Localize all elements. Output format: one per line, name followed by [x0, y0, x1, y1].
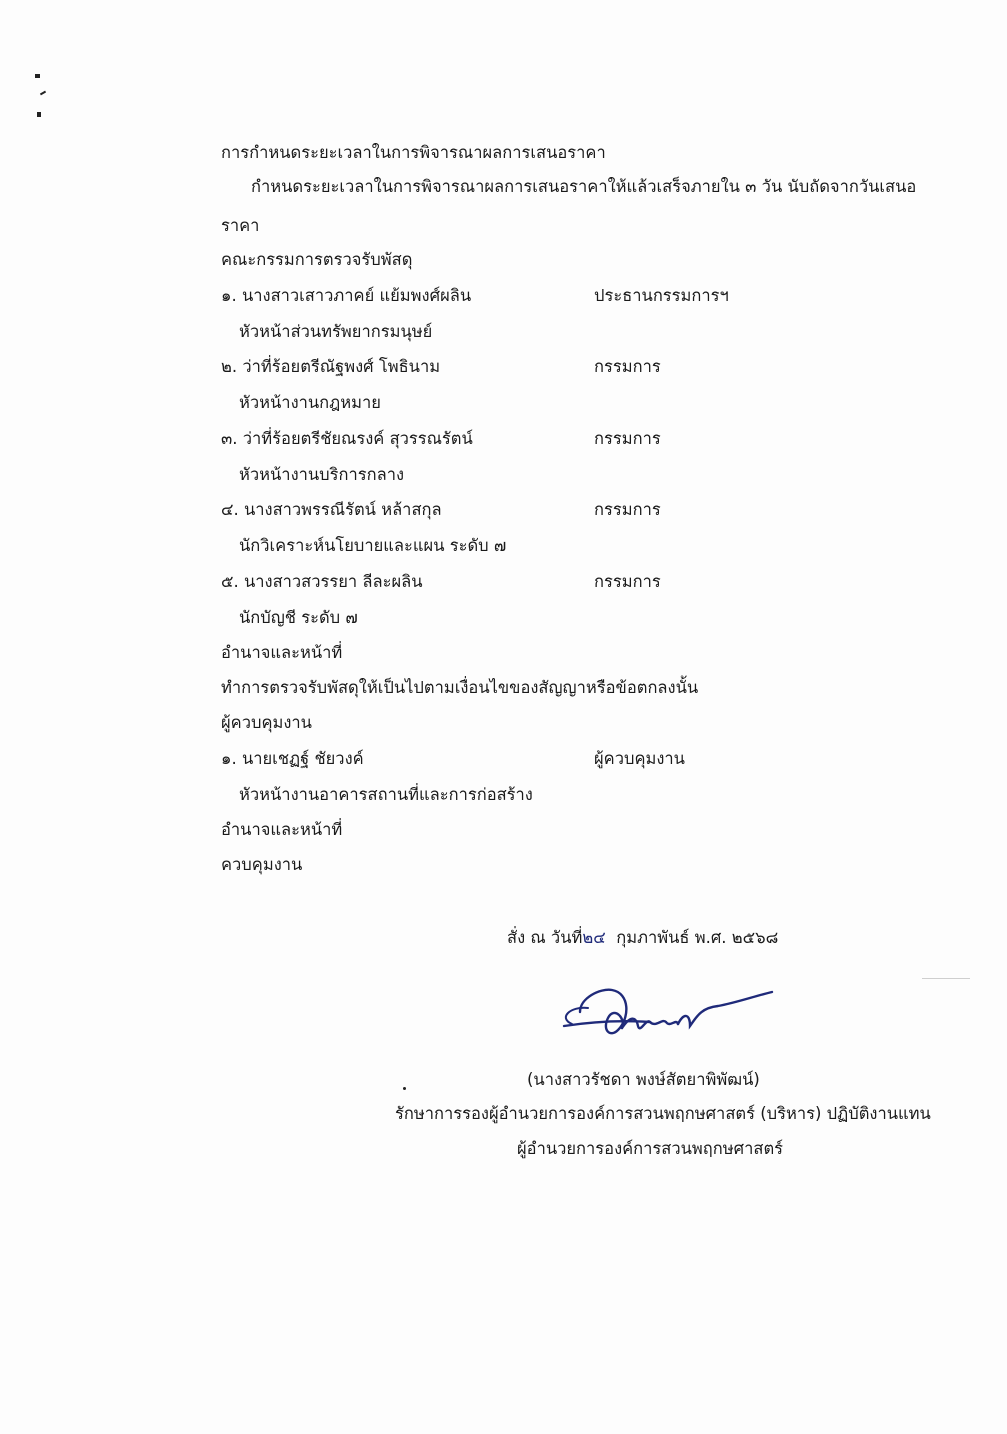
dot-mark [403, 1087, 406, 1090]
supervisor-name: ๑. นายเชฏฐ์ ชัยวงค์ [221, 749, 364, 768]
member-name: ๕. นางสาวสวรรยา ลีละผลิน [221, 572, 423, 591]
signer-title-cont: ผู้อำนวยการองค์การสวนพฤกษศาสตร์ [517, 1139, 784, 1158]
supervisor-heading: ผู้ควบคุมงาน [221, 713, 312, 732]
duty-heading: อำนาจและหน้าที่ [221, 643, 343, 662]
member-role: ประธานกรรมการฯ [594, 286, 729, 305]
supervisor-position: หัวหน้างานอาคารสถานที่และการก่อสร้าง [239, 785, 533, 804]
member-name: ๑. นางสาวเสาวภาคย์ แย้มพงศ์ผลิน [221, 286, 472, 305]
date-prefix: สั่ง ณ วันที่ [507, 928, 583, 947]
member-role: กรรมการ [594, 429, 661, 448]
member-role: กรรมการ [594, 572, 661, 591]
deadline-heading: การกำหนดระยะเวลาในการพิจารณาผลการเสนอราคา [221, 143, 606, 162]
member-position: หัวหน้างานบริการกลาง [239, 465, 405, 484]
member-position: นักวิเคราะห์นโยบายและแผน ระดับ ๗ [239, 536, 507, 555]
member-role: กรรมการ [594, 500, 661, 519]
member-name: ๒. ว่าที่ร้อยตรีณัฐพงศ์ โพธินาม [221, 357, 441, 376]
duty-text: ควบคุมงาน [221, 855, 303, 874]
signer-title: รักษาการรองผู้อำนวยการองค์การสวนพฤกษศาสตร์ (บริหาร) ปฏิบัติงานแทน [395, 1104, 931, 1123]
duty-text: ทำการตรวจรับพัสดุให้เป็นไปตามเงื่อนไขของสัญญาหรือข้อตกลงนั้น [221, 678, 699, 697]
margin-mark [37, 112, 41, 117]
committee-heading: คณะกรรมการตรวจรับพัสดุ [221, 250, 413, 269]
date-day: ๒๔ [582, 928, 606, 947]
member-name: ๔. นางสาวพรรณีรัตน์ หล้าสกุล [221, 500, 442, 519]
member-position: นักบัญชี ระดับ ๗ [239, 608, 358, 627]
signature [550, 978, 790, 1048]
supervisor-role: ผู้ควบคุมงาน [594, 749, 685, 768]
margin-mark [40, 91, 46, 96]
member-position: หัวหน้าส่วนทรัพยากรมนุษย์ [239, 322, 433, 341]
deadline-text-cont: ราคา [221, 216, 260, 235]
member-name: ๓. ว่าที่ร้อยตรีชัยณรงค์ สุวรรณรัตน์ [221, 429, 473, 448]
duty-heading: อำนาจและหน้าที่ [221, 820, 343, 839]
signer-name: (นางสาวรัชดา พงษ์สัตยาพิพัฒน์) [527, 1070, 760, 1089]
order-date [507, 927, 778, 949]
deadline-text: กำหนดระยะเวลาในการพิจารณาผลการเสนอราคาให้แล้วเสร็จภายใน ๓ วัน นับถัดจากวันเสนอ [251, 177, 917, 196]
date-rest: กุมภาพันธ์ พ.ศ. ๒๕๖๘ [616, 928, 779, 947]
scan-smudge [922, 978, 970, 979]
margin-mark [35, 74, 40, 78]
member-position: หัวหน้างานกฎหมาย [239, 393, 381, 412]
member-role: กรรมการ [594, 357, 661, 376]
